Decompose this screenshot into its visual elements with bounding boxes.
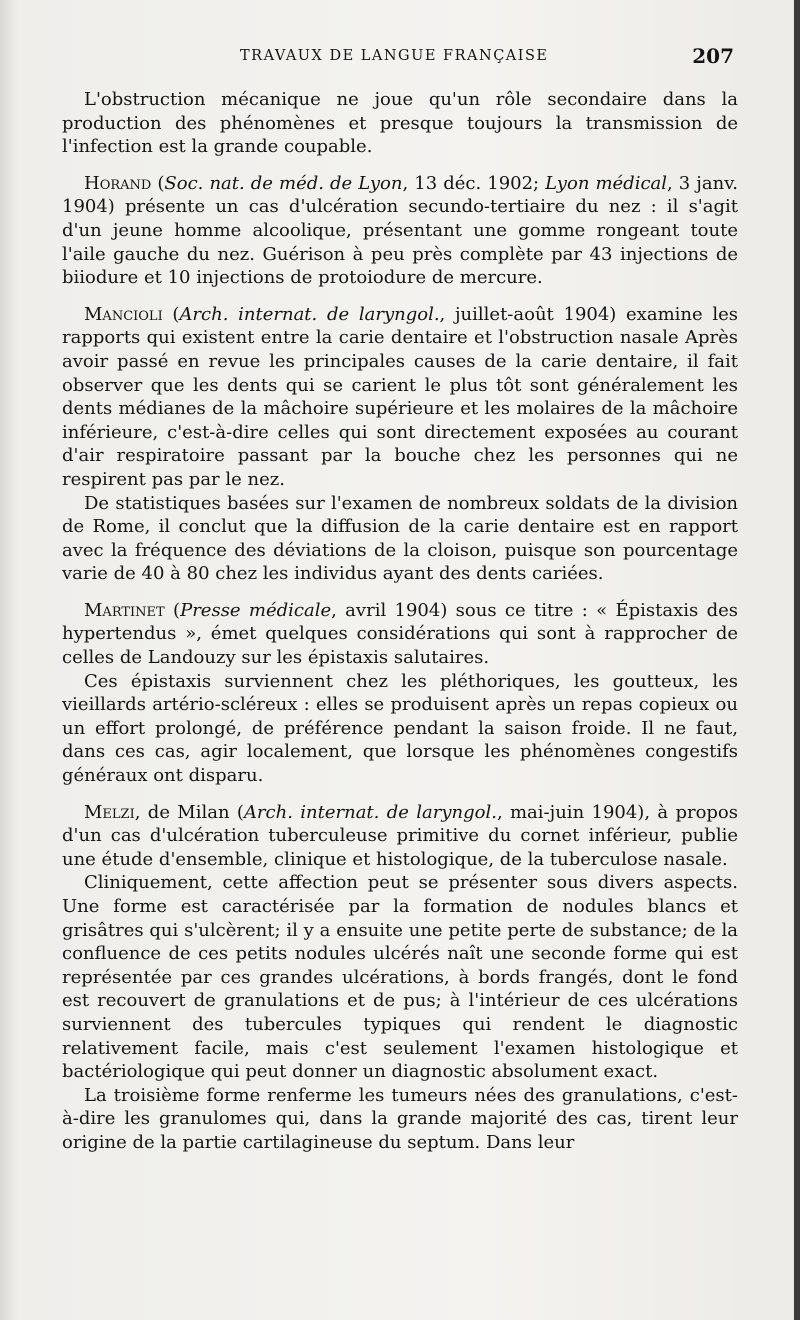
- text-segment: Ces épistaxis surviennent chez les pléthoriques, les goutteux, les vieillards artério-scléreux : elles se produisent après un repas copieux ou un effort prolongé, de préférence pendant la saison froide. Il ne faut, dans ces cas, agir localement, que lorsque les phénomènes congestifs généraux ont disparu.: [62, 670, 738, 787]
- paragraph: [62, 172, 738, 290]
- text-segment: L'obstruction mécanique ne joue qu'un rôle secondaire dans la production des phénomènes et presque toujours la transmission de l'infection est la grande coupable.: [62, 89, 738, 158]
- text-segment: (: [164, 599, 181, 621]
- text-segment: , de Milan (: [134, 801, 244, 823]
- page-edge-shadow: [794, 0, 800, 1320]
- paragraph: [62, 88, 738, 159]
- author-name: Melzi: [84, 801, 135, 823]
- text-segment: , mai-juin 1904), à propos d'un cas d'ulcération tuberculeuse primitive du cornet inférieur, publie une étude d'ensemble, clinique et histologique, de la tuberculose nasale.: [62, 801, 739, 870]
- author-name: Mancioli: [84, 303, 163, 325]
- text-segment: La troisième forme renferme les tumeurs nées des granulations, c'est-à-dire les granulomes qui, dans la grande majorité des cas, tirent leur origine de la partie cartilagineuse du septum. Dans leur: [62, 1084, 738, 1153]
- author-name: Martinet: [84, 599, 165, 621]
- citation-title: Arch. internat. de laryngol.: [243, 801, 497, 823]
- paragraph: [62, 599, 738, 670]
- text-segment: Cliniquement, cette affection peut se présenter sous divers aspects. Une forme est caractérisée par la formation de nodules blancs et grisâtres qui s'ulcèrent; il y a ensuite une petite perte de substance; de la confluence de ces petits nodules ulcérés naît une seconde forme qui est représentée par ces grandes ulcérations, à bords frangés, dont le fond est recouvert de granulations et de pus; à l'intérieur de ces ulcérations surviennent des tubercules typiques qui rendent le diagnostic relativement facile, mais c'est seulement l'examen histologique et bactériologique qui peut donner un diagnostic absolument exact.: [62, 872, 738, 1083]
- body-text: [62, 88, 738, 1155]
- paragraph: [62, 670, 738, 788]
- text-segment: De statistiques basées sur l'examen de nombreux soldats de la division de Rome, il conclut que la diffusion de la carie dentaire est en rapport avec la fréquence des déviations de la cloison, puisque son pourcentage varie de 40 à 80 chez les individus ayant des dents cariées.: [62, 492, 738, 585]
- running-title: TRAVAUX DE LANGUE FRANÇAISE: [240, 48, 549, 64]
- page-number: 207: [692, 44, 734, 68]
- citation-title: Arch. internat. de laryngol.: [179, 303, 440, 325]
- paragraph: [62, 303, 738, 492]
- text-segment: (: [162, 303, 180, 325]
- text-segment: , 13 déc. 1902;: [402, 172, 546, 194]
- text-segment: , juillet-août 1904) examine les rapports qui existent entre la carie dentaire et l'obstruction nasale Après avoir passé en revue les principales causes de la carie dentaire, il fait observer que les dents qui se carient le plus tôt sont généralement les dents médianes de la mâchoire supérieure et les molaires de la mâchoire inférieure, c'est-à-dire celles qui sont directement exposées au courant d'air respiratoire passant par la bouche chez les personnes qui ne respirent pas par le nez.: [62, 303, 738, 490]
- text-segment: , 3 janv. 1904) présente un cas d'ulcération secundo-tertiaire du nez : il s'agit d'un jeune homme alcoolique, présentant une gomme rongeant toute l'aile gauche du nez. Guérison à peu près complète par 43 injections de biiodure et 10 injections de protoiodure de mercure.: [62, 172, 738, 289]
- running-head: [64, 44, 740, 74]
- author-name: Horand: [84, 172, 152, 194]
- paragraph: [62, 492, 738, 586]
- paragraph: [62, 1084, 738, 1155]
- paragraph: [62, 871, 738, 1083]
- citation-title: Soc. nat. de méd. de Lyon: [164, 172, 403, 194]
- text-segment: (: [151, 172, 165, 194]
- paragraph: [62, 801, 738, 872]
- citation-title: Lyon médical: [545, 172, 668, 194]
- citation-title: Presse médicale: [180, 599, 332, 621]
- text-segment: , avril 1904) sous ce titre : « Épistaxis des hypertendus », émet quelques considérations qui sont à rapprocher de celles de Landouzy sur les épistaxis salutaires.: [62, 599, 738, 669]
